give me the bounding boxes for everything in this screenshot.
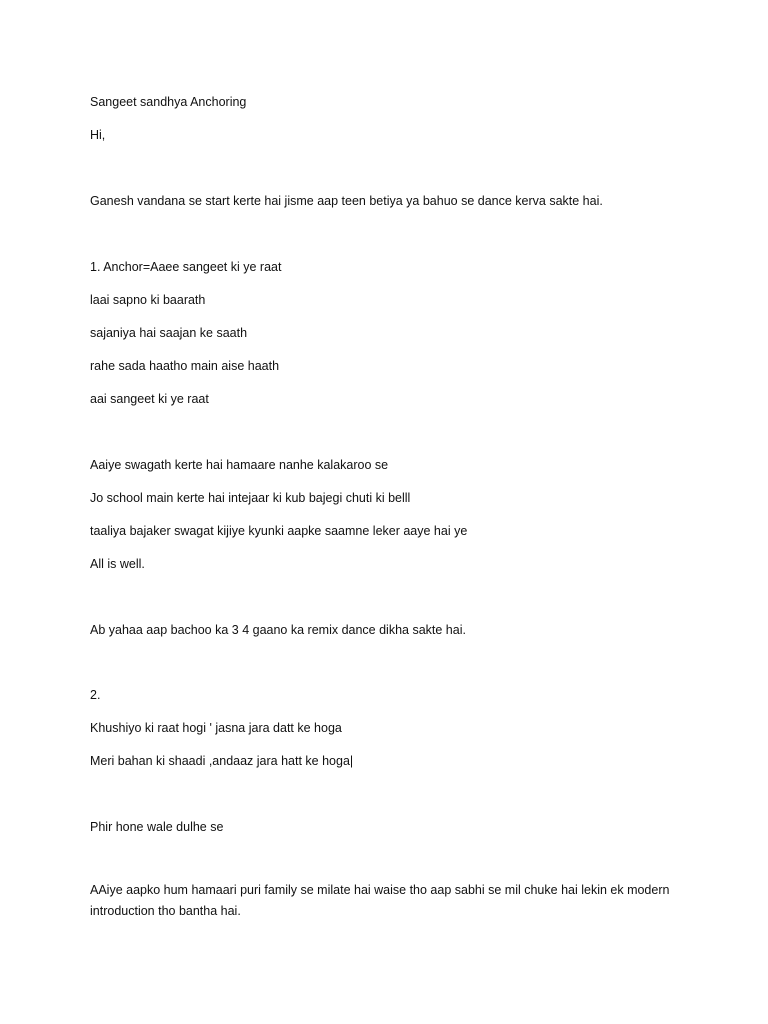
- welcome-line-4: All is well.: [90, 557, 145, 571]
- closing-paragraph: AAiye aapko hum hamaari puri family se milate hai waise tho aap sabhi se mil chuke hai lekin ek modern introduction tho bantha hai.: [90, 883, 670, 918]
- section1-line-4: rahe sada haatho main aise haath: [90, 359, 280, 373]
- section2-line-1: Khushiyo ki raat hogi ' jasna jara datt ke hoga: [90, 721, 342, 735]
- section2-number: 2.: [90, 688, 101, 702]
- remix-note-line: Ab yahaa aap bachoo ka 3 4 gaano ka remix dance dikha sakte hai.: [90, 623, 466, 637]
- welcome-line-3: taaliya bajaker swagat kijiye kyunki aapke saamne leker aaye hai ye: [90, 524, 468, 538]
- intro-line: Ganesh vandana se start kerte hai jisme aap teen betiya ya bahuo se dance kerva sakte hai.: [90, 194, 603, 208]
- document-title: Sangeet sandhya Anchoring: [90, 95, 247, 109]
- section1-line-5: aai sangeet ki ye raat: [90, 392, 209, 406]
- welcome-line-2: Jo school main kerte hai intejaar ki kub bajegi chuti ki belll: [90, 491, 411, 505]
- greeting-line: Hi,: [90, 128, 106, 142]
- section2-line-2: Meri bahan ki shaadi ,andaaz jara hatt ke hoga|: [90, 754, 354, 768]
- welcome-line-1: Aaiye swagath kerte hai hamaare nanhe kalakaroo se: [90, 458, 389, 472]
- section1-line-1: 1. Anchor=Aaee sangeet ki ye raat: [90, 260, 282, 274]
- section1-line-2: laai sapno ki baarath: [90, 293, 206, 307]
- groom-line: Phir hone wale dulhe se: [90, 820, 224, 834]
- section1-line-3: sajaniya hai saajan ke saath: [90, 326, 248, 340]
